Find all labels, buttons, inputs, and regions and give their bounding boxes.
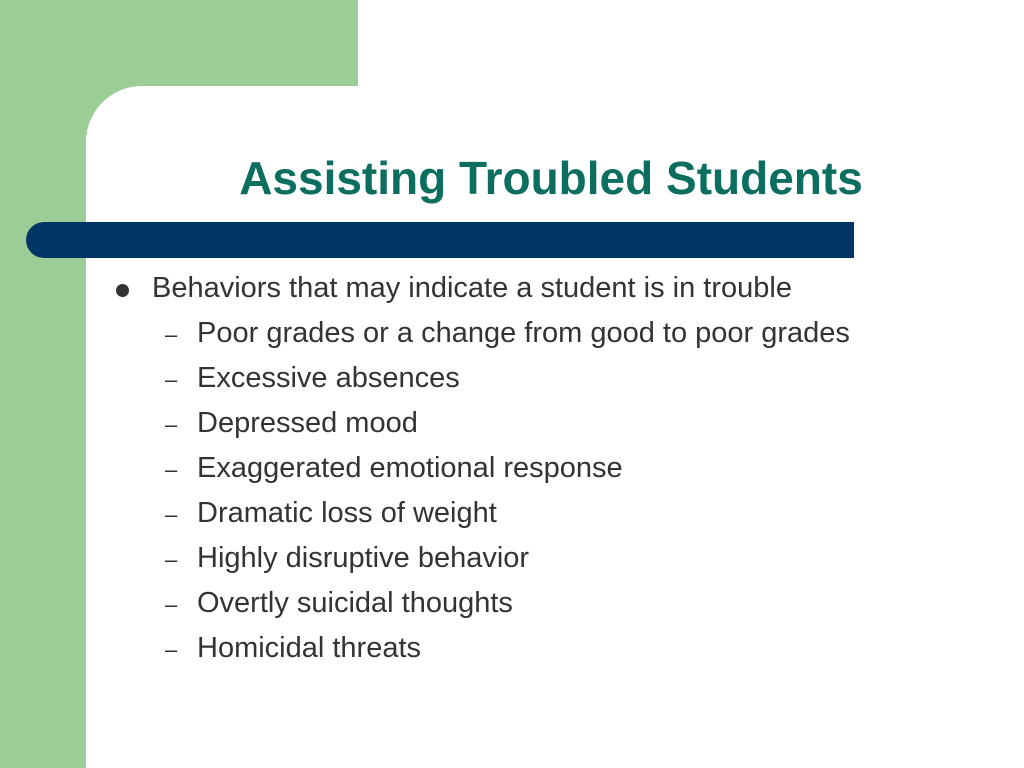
sub-bullet-text: Homicidal threats bbox=[197, 632, 422, 664]
dash-icon: – bbox=[165, 637, 178, 662]
sub-bullet-item bbox=[110, 581, 1010, 626]
sub-bullet-item bbox=[110, 536, 1010, 581]
dash-icon: – bbox=[165, 412, 178, 437]
bullet-item bbox=[110, 266, 1010, 311]
dash-icon: – bbox=[165, 502, 178, 527]
dash-icon: – bbox=[165, 322, 178, 347]
sub-bullet-text: Depressed mood bbox=[197, 407, 418, 439]
dash-icon: – bbox=[165, 592, 178, 617]
sub-bullet-item bbox=[110, 491, 1010, 536]
sub-bullet-item bbox=[110, 446, 1010, 491]
sub-bullet-item bbox=[110, 311, 1010, 356]
sub-bullet-list bbox=[110, 311, 1010, 671]
slide-body bbox=[110, 266, 1010, 671]
dash-icon: – bbox=[165, 367, 178, 392]
dash-icon: – bbox=[165, 457, 178, 482]
sub-bullet-text: Highly disruptive behavior bbox=[197, 542, 530, 574]
sub-bullet-text: Exaggerated emotional response bbox=[197, 452, 623, 484]
sub-bullet-text: Poor grades or a change from good to poor grades bbox=[197, 317, 850, 349]
slide-title: Assisting Troubled Students bbox=[239, 152, 863, 204]
sub-bullet-text: Excessive absences bbox=[197, 362, 460, 394]
dash-icon: – bbox=[165, 547, 178, 572]
sub-bullet-text: Dramatic loss of weight bbox=[197, 497, 497, 529]
sub-bullet-text: Overtly suicidal thoughts bbox=[197, 587, 513, 619]
sub-bullet-item bbox=[110, 356, 1010, 401]
title-underline-bar bbox=[26, 222, 854, 258]
bullet-text: Behaviors that may indicate a student is in trouble bbox=[152, 272, 792, 304]
sub-bullet-item bbox=[110, 401, 1010, 446]
sub-bullet-item bbox=[110, 626, 1010, 671]
bullet-dot-icon bbox=[116, 284, 129, 297]
